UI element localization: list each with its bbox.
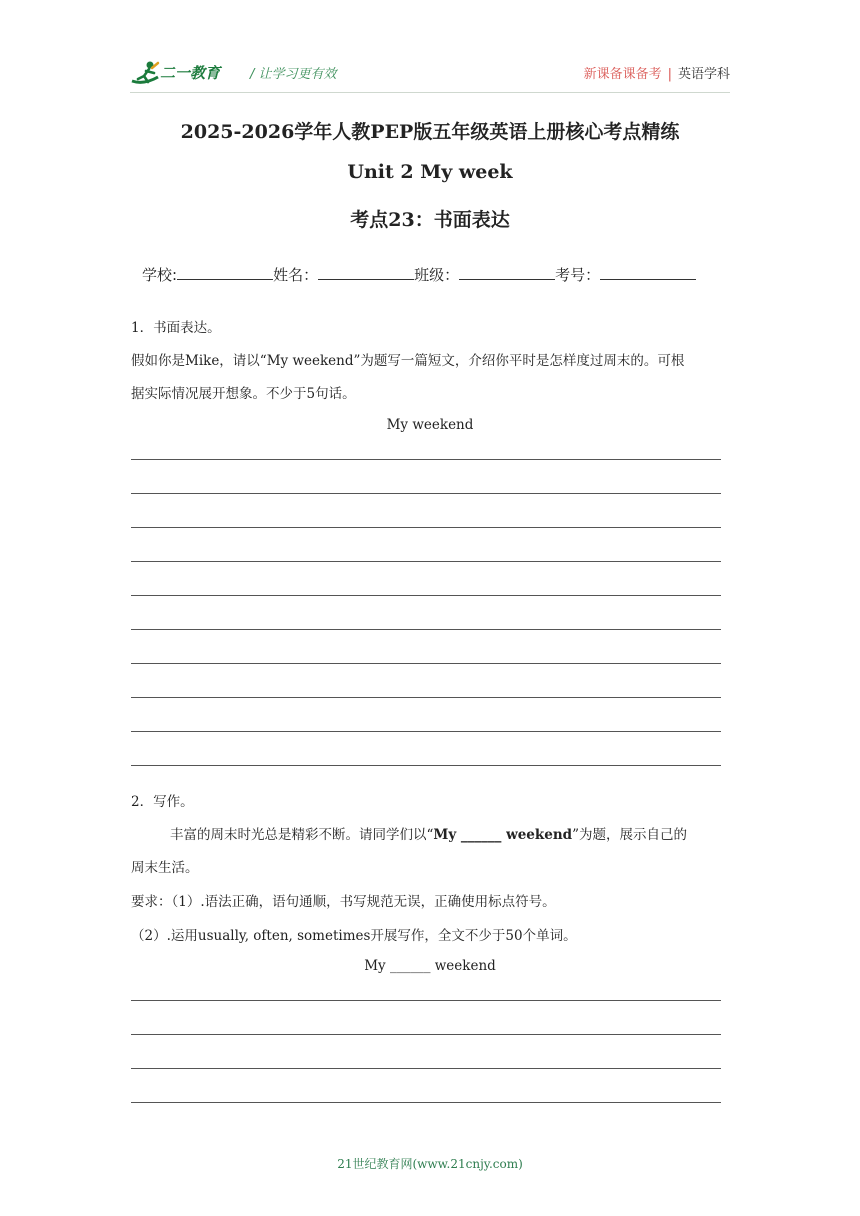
q1-heading: 1．书面表达。 xyxy=(131,320,221,336)
page-header xyxy=(130,55,730,95)
school-blank[interactable] xyxy=(177,265,273,280)
topic-title: 考点23：书面表达 xyxy=(350,209,510,231)
number-label: 考号： xyxy=(555,266,601,284)
q2-writing-line[interactable] xyxy=(131,1102,721,1103)
unit-title: Unit 2 My week xyxy=(347,161,513,183)
q2-writing-line[interactable] xyxy=(131,1000,721,1001)
header-divider xyxy=(130,92,730,93)
q1-writing-line[interactable] xyxy=(131,561,721,562)
class-label: 班级： xyxy=(414,266,460,284)
student-info-row xyxy=(142,264,696,285)
q2-requirement-2: （2）.运用usually, often, sometimes开展写作，全文不少于50个单词。 xyxy=(131,928,577,944)
class-blank[interactable] xyxy=(459,265,555,280)
q2-intro-a: 丰富的周末时光总是精彩不断。请同学们以“ xyxy=(170,827,434,843)
q2-intro-c: ”为题，展示自己的 xyxy=(572,827,687,843)
name-blank[interactable] xyxy=(318,265,414,280)
tag-course: 新课备课备考 xyxy=(583,67,662,82)
q2-requirement-1: 要求：（1）.语法正确，语句通顺，书写规范无误，正确使用标点符号。 xyxy=(131,894,556,910)
q2-writing-line[interactable] xyxy=(131,1068,721,1069)
name-label: 姓名： xyxy=(273,266,319,284)
q2-intro-bold-title: My ______ weekend xyxy=(433,827,573,843)
logo-text: 二一教育 xyxy=(160,64,221,82)
school-label: 学校: xyxy=(142,266,178,284)
q1-writing-line[interactable] xyxy=(131,595,721,596)
q1-essay-title: My weekend xyxy=(386,417,474,433)
q1-instruction-line1: 假如你是Mike，请以“My weekend”为题写一篇短文，介绍你平时是怎样度过周末的。可根 xyxy=(131,353,685,369)
tag-subject: 英语学科 xyxy=(677,67,730,82)
number-blank[interactable] xyxy=(600,265,696,280)
q2-heading: 2．写作。 xyxy=(131,794,194,810)
q2-writing-line[interactable] xyxy=(131,1034,721,1035)
q1-writing-line[interactable] xyxy=(131,731,721,732)
page-footer: 21世纪教育网(www.21cnjy.com) xyxy=(337,1157,523,1171)
doc-title: 2025-2026学年人教PEP版五年级英语上册核心考点精练 xyxy=(180,121,680,143)
slogan: / 让学习更有效 xyxy=(250,67,337,82)
tag-separator: | xyxy=(667,67,672,82)
q1-writing-line[interactable] xyxy=(131,459,721,460)
header-tags xyxy=(584,63,730,82)
q1-writing-line[interactable] xyxy=(131,663,721,664)
q1-writing-line[interactable] xyxy=(131,629,721,630)
q1-writing-line[interactable] xyxy=(131,697,721,698)
q2-intro-line1 xyxy=(170,823,687,843)
q1-writing-line[interactable] xyxy=(131,493,721,494)
q2-essay-title: My ______ weekend xyxy=(364,958,496,974)
q2-intro-line2: 周末生活。 xyxy=(131,860,199,876)
q1-writing-line[interactable] xyxy=(131,527,721,528)
q1-writing-line[interactable] xyxy=(131,765,721,766)
q1-instruction-line2: 据实际情况展开想象。不少于5句话。 xyxy=(131,386,356,402)
